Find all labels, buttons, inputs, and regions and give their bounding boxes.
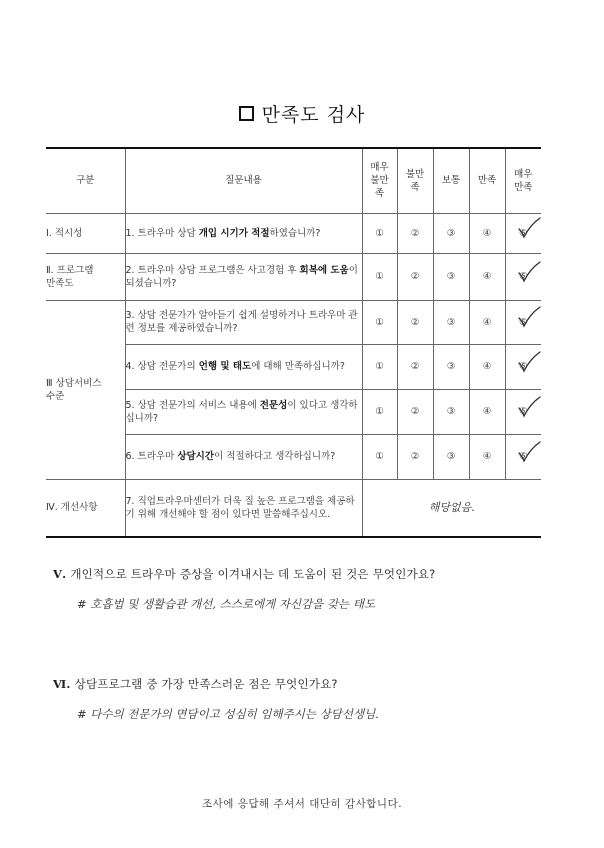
improvement-answer-cell[interactable]	[362, 479, 541, 537]
question-cell: 6. 트라우마 상담시간이 적절하다고 생각하십니까?	[125, 434, 362, 479]
header-option: 만족	[469, 148, 505, 213]
option-5[interactable]	[505, 344, 541, 389]
option-2[interactable]	[397, 434, 433, 479]
table-row	[46, 300, 541, 344]
option-mark: ①	[375, 227, 384, 239]
option-mark: ③	[446, 271, 456, 282]
option-mark: ④	[482, 361, 492, 372]
option-mark: ⑤	[518, 451, 528, 462]
option-mark: ③	[446, 406, 456, 417]
option-mark: ④	[482, 451, 492, 462]
option-mark: ②	[410, 451, 420, 462]
improvement-row	[46, 479, 541, 537]
option-3[interactable]	[433, 213, 469, 253]
question-6-block	[53, 676, 573, 722]
option-1[interactable]	[362, 300, 397, 344]
header-row	[46, 148, 541, 213]
option-2[interactable]	[397, 253, 433, 300]
option-5[interactable]	[505, 300, 541, 344]
option-mark: ①	[375, 451, 384, 462]
option-4[interactable]	[469, 213, 505, 253]
option-4[interactable]	[469, 253, 505, 300]
option-mark: ②	[410, 406, 420, 417]
option-mark: ①	[375, 361, 384, 372]
question-cell: 1. 트라우마 상담 개입 시기가 적절하였습니까?	[125, 213, 362, 253]
category-improvement: Ⅳ. 개선사항	[46, 479, 125, 537]
option-mark: ⑤	[518, 271, 528, 282]
option-mark: ④	[482, 227, 492, 239]
table-row	[46, 213, 541, 253]
option-mark: ④	[482, 271, 492, 282]
option-5[interactable]	[505, 389, 541, 434]
option-mark: ②	[410, 271, 420, 282]
option-mark: ③	[446, 361, 456, 372]
option-3[interactable]	[433, 344, 469, 389]
option-3[interactable]	[433, 389, 469, 434]
option-2[interactable]	[397, 300, 433, 344]
header-option: 매우 불만 족	[362, 148, 397, 213]
option-mark: ②	[410, 316, 420, 328]
option-mark: ②	[410, 361, 420, 372]
page-title: 만족도 검사	[0, 100, 604, 127]
question-cell: 5. 상담 전문가의 서비스 내용에 전문성이 있다고 생각하십니까?	[125, 389, 362, 434]
improvement-question: 7. 직업트라우마센터가 더욱 질 높은 프로그램을 제공하기 위해 개선해야 할 점이 있다면 말씀해주십시오.	[125, 479, 362, 537]
option-2[interactable]	[397, 213, 433, 253]
option-mark: ③	[446, 227, 456, 239]
option-1[interactable]	[362, 434, 397, 479]
question-cell: 4. 상담 전문가의 언행 및 태도에 대해 만족하십니까?	[125, 344, 362, 389]
option-1[interactable]	[362, 253, 397, 300]
header-category: 구분	[46, 148, 125, 213]
option-4[interactable]	[469, 434, 505, 479]
option-5[interactable]	[505, 253, 541, 300]
category-timeliness: Ⅰ. 적시성	[46, 213, 125, 253]
answer-6[interactable]: # 다수의 전문가의 면담이고 성심히 임해주시는 상담선생님.	[77, 707, 379, 721]
option-3[interactable]	[433, 300, 469, 344]
table-row	[46, 253, 541, 300]
answer-5[interactable]: # 호흡법 및 생활습관 개선, 스스로에게 자신감을 갖는 태도	[77, 597, 376, 611]
option-3[interactable]	[433, 253, 469, 300]
option-2[interactable]	[397, 389, 433, 434]
question-6: Ⅵ. 상담프로그램 중 가장 만족스러운 점은 무엇인가요?	[53, 677, 338, 691]
option-5[interactable]	[505, 213, 541, 253]
option-2[interactable]	[397, 344, 433, 389]
improvement-answer: 해당없음.	[428, 500, 475, 514]
option-mark: ④	[482, 316, 492, 328]
header-option: 매우 만족	[505, 148, 541, 213]
option-mark: ①	[375, 271, 384, 282]
question-cell: 3. 상담 전문가가 알아듣기 쉽게 설명하거나 트라우마 관련 정보를 제공하였습니까?	[125, 300, 362, 344]
option-4[interactable]	[469, 344, 505, 389]
option-mark: ⑤	[518, 406, 528, 417]
option-mark: ⑤	[518, 316, 528, 328]
option-1[interactable]	[362, 389, 397, 434]
question-cell: 2. 트라우마 상담 프로그램은 사고경험 후 회복에 도움이 되셨습니까?	[125, 253, 362, 300]
option-4[interactable]	[469, 300, 505, 344]
header-question: 질문내용	[125, 148, 362, 213]
category-program-satisfaction: Ⅱ. 프로그램 만족도	[46, 253, 125, 300]
option-5[interactable]	[505, 434, 541, 479]
option-1[interactable]	[362, 344, 397, 389]
question-5: Ⅴ. 개인적으로 트라우마 증상을 이겨내시는 데 도움이 된 것은 무엇인가요?	[53, 567, 436, 581]
option-mark: ④	[482, 406, 492, 417]
option-mark: ①	[375, 406, 384, 417]
checkbox-square-icon	[239, 106, 254, 121]
option-mark: ③	[446, 316, 456, 328]
option-mark: ⑤	[518, 227, 528, 239]
option-mark: ③	[446, 451, 456, 462]
footer-thanks: 조사에 응답해 주셔서 대단히 감사합니다.	[201, 798, 403, 810]
satisfaction-survey-table	[46, 147, 541, 538]
category-service-level: Ⅲ 상담서비스 수준	[46, 300, 125, 479]
option-mark: ①	[375, 316, 384, 328]
option-mark: ⑤	[518, 361, 528, 372]
option-4[interactable]	[469, 389, 505, 434]
header-option: 불만 족	[397, 148, 433, 213]
question-5-block	[53, 566, 573, 612]
header-option: 보통	[433, 148, 469, 213]
option-3[interactable]	[433, 434, 469, 479]
option-1[interactable]	[362, 213, 397, 253]
option-mark: ②	[410, 227, 420, 239]
